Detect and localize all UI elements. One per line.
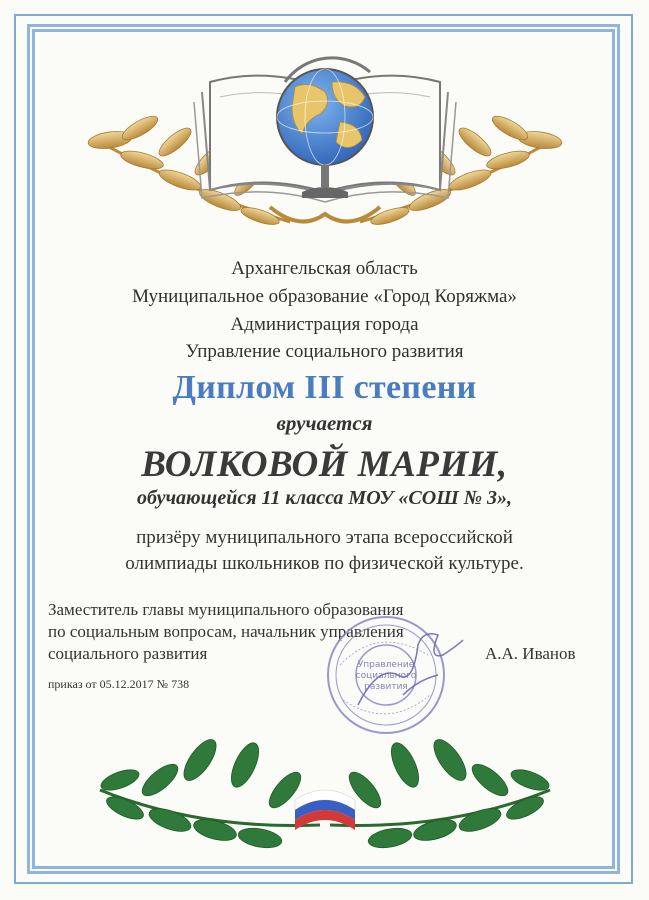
reason-line-1: призёру муниципального этапа всероссийской bbox=[136, 527, 513, 548]
header-administration: Администрация города bbox=[230, 314, 419, 335]
globe-emblem-icon bbox=[70, 42, 580, 242]
signatory-title-line-1: Заместитель главы муниципального образования bbox=[48, 600, 404, 619]
svg-text:развития: развития bbox=[364, 682, 408, 692]
signer-name: А.А. Иванов bbox=[485, 644, 576, 663]
svg-text:Управление: Управление bbox=[357, 660, 415, 670]
gold-ribbon-icon bbox=[270, 207, 380, 222]
recipient-name: ВОЛКОВОЙ МАРИИ, bbox=[141, 444, 508, 485]
recipient-description: обучающейся 11 класса МОУ «СОШ № 3», bbox=[136, 487, 513, 509]
reason-line-2: олимпиады школьников по физической культуре. bbox=[125, 553, 524, 574]
order-reference: приказ от 05.12.2017 № 738 bbox=[48, 677, 190, 691]
green-laurel-icon bbox=[80, 720, 570, 860]
diploma-title: Диплом III степени bbox=[172, 369, 477, 406]
header-municipality: Муниципальное образование «Город Коряжма» bbox=[132, 286, 517, 307]
signatory-title-line-2: по социальным вопросам, начальник управления bbox=[48, 622, 404, 641]
signatory-title-line-3: социального развития bbox=[48, 644, 208, 663]
header-region: Архангельская область bbox=[231, 258, 418, 279]
svg-text:социального: социального bbox=[355, 671, 417, 681]
flag-ribbon-icon bbox=[295, 790, 355, 830]
header-department: Управление социального развития bbox=[185, 341, 464, 362]
awarded-label: вручается bbox=[276, 411, 373, 435]
